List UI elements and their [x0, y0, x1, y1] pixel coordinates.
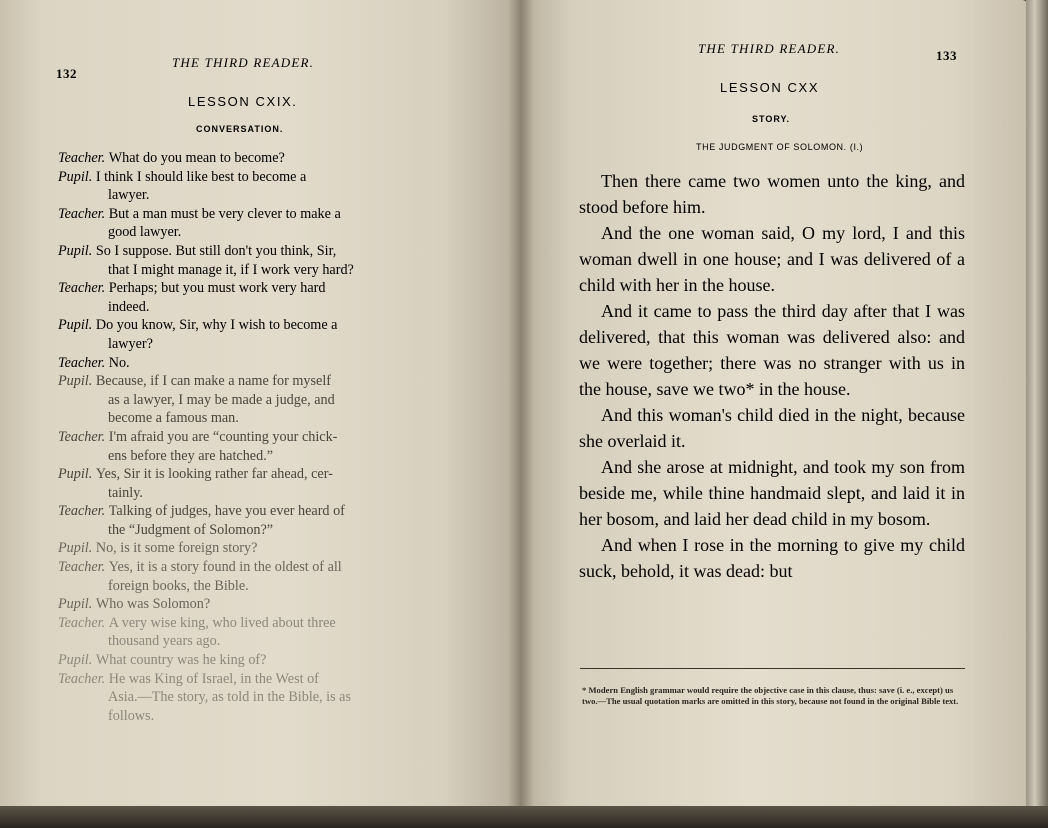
dialogue-line: good lawyer. [108, 224, 182, 241]
dialogue-line [58, 205, 452, 224]
dialogue-line [58, 428, 452, 447]
dialogue-line: thousand years ago. [108, 633, 221, 650]
dialogue-text: I think I should like best to become a [95, 168, 307, 185]
dialogue-text: What country was he king of? [95, 652, 267, 669]
book-cover-edge [0, 806, 1048, 828]
speaker-label: Teacher. [58, 205, 109, 222]
left-page-number: 132 [56, 66, 77, 81]
dialogue-turn [58, 372, 452, 428]
dialogue-text: But a man must be very clever to make a [108, 205, 341, 222]
dialogue-text: Who was Solomon? [95, 596, 211, 613]
story-text [579, 168, 965, 584]
right-running-head: THE THIRD READER. [698, 41, 841, 56]
dialogue-line [58, 502, 452, 521]
dialogue-line [58, 372, 452, 391]
dialogue-text: He was King of Israel, in the West of [108, 670, 319, 687]
dialogue-turn [58, 670, 452, 726]
story-paragraph: And the one woman said, O my lord, I and this woman dwell in one house; and I was delivered of a child with her in the house. [579, 223, 965, 295]
dialogue-turn [58, 595, 452, 614]
speaker-label: Pupil. [58, 466, 96, 483]
dialogue-turn [58, 316, 452, 353]
dialogue-line: indeed. [108, 298, 150, 315]
dialogue-line [58, 279, 452, 298]
dialogue-turn [58, 242, 452, 279]
dialogue-line [58, 242, 452, 261]
speaker-label: Pupil. [58, 540, 96, 557]
dialogue-line [58, 354, 452, 373]
dialogue-line: tainly. [108, 484, 143, 501]
left-section-heading: CONVERSATION. [196, 124, 284, 134]
dialogue-text: Yes, Sir it is looking rather far ahead, cer- [95, 466, 333, 483]
dialogue-turn [58, 428, 452, 465]
page-edges [1026, 0, 1048, 812]
dialogue-turn [58, 149, 452, 168]
dialogue-line: follows. [108, 707, 155, 724]
left-running-head: THE THIRD READER. [172, 55, 315, 70]
dialogue-line: ens before they are hatched.” [108, 447, 274, 464]
dialogue-text: Perhaps; but you must work very hard [108, 280, 326, 297]
speaker-label: Teacher. [58, 614, 109, 631]
speaker-label: Pupil. [58, 317, 96, 334]
right-page-number: 133 [936, 48, 957, 63]
speaker-label: Teacher. [58, 150, 109, 166]
dialogue-line [58, 614, 452, 633]
dialogue-line [58, 670, 452, 689]
dialogue-line: as a lawyer, I may be made a judge, and [108, 391, 335, 408]
speaker-label: Teacher. [58, 670, 109, 687]
dialogue-turn [58, 651, 452, 670]
dialogue-line [58, 149, 452, 168]
speaker-label: Pupil. [58, 242, 96, 259]
dialogue-line: foreign books, the Bible. [108, 577, 249, 594]
speaker-label: Pupil. [58, 596, 96, 613]
story-paragraph: And she arose at midnight, and took my son from beside me, while thine handmaid slept, and laid it in her bosom, and laid her dead child in my bosom. [579, 457, 965, 529]
dialogue-text: So I suppose. But still don't you think, Sir, [95, 242, 337, 259]
dialogue-line [58, 595, 452, 614]
speaker-label: Teacher. [58, 559, 109, 576]
dialogue-line: the “Judgment of Solomon?” [108, 521, 274, 538]
speaker-label: Teacher. [58, 280, 109, 297]
right-section-heading: STORY. [752, 114, 791, 124]
dialogue-line [58, 168, 452, 187]
story-paragraph: And it came to pass the third day after that I was delivered, that this woman was delivered also: and we were together; there was no stranger with us in the house, save we two* in the house. [579, 301, 965, 399]
dialogue-line [58, 465, 452, 484]
dialogue-line: lawyer. [108, 187, 150, 204]
dialogue-turn [58, 465, 452, 502]
dialogue-text: No, is it some foreign story? [95, 540, 258, 557]
speaker-label: Pupil. [58, 652, 96, 669]
story-paragraph: Then there came two women unto the king, and stood before him. [579, 171, 965, 217]
dialogue-text: A very wise king, who lived about three [108, 614, 336, 631]
right-lesson-title: LESSON CXX [720, 80, 820, 95]
speaker-label: Teacher. [58, 503, 109, 520]
dialogue-turn [58, 279, 452, 316]
dialogue-turn [58, 502, 452, 539]
dialogue-text: No. [108, 354, 130, 371]
footnote-rule [580, 668, 965, 669]
dialogue-line [58, 558, 452, 577]
left-lesson-title: LESSON CXIX. [188, 94, 298, 109]
dialogue-text: Talking of judges, have you ever heard of [108, 503, 345, 520]
story-paragraph: And when I rose in the morning to give my child suck, behold, it was dead: but [579, 535, 965, 581]
dialogue-line [58, 651, 452, 670]
dialogue-text: I'm afraid you are “counting your chick- [108, 428, 338, 445]
dialogue-turn [58, 168, 452, 205]
dialogue-line: lawyer? [108, 335, 153, 352]
dialogue-text: Yes, it is a story found in the oldest of all [108, 559, 342, 576]
dialogue-line [58, 316, 452, 335]
dialogue-turn [58, 614, 452, 651]
story-paragraph: And this woman's child died in the night, because she overlaid it. [579, 405, 965, 451]
dialogue-text: What do you mean to become? [108, 150, 285, 166]
dialogue-turn [58, 558, 452, 595]
dialogue-line [58, 539, 452, 558]
footnote: * Modern English grammar would require the objective case in this clause, thus: save (i. e., except) us two.—The usual quotation marks are omitted in this story, because not found in the original Bible text. [582, 685, 959, 706]
dialogue-turn [58, 205, 452, 242]
dialogue-line: Asia.—The story, as told in the Bible, is as [108, 689, 351, 706]
dialogue-turn [58, 354, 452, 373]
speaker-label: Pupil. [58, 373, 96, 390]
book-gutter [508, 0, 534, 812]
speaker-label: Teacher. [58, 354, 109, 371]
speaker-label: Teacher. [58, 428, 109, 445]
dialogue-turn [58, 539, 452, 558]
dialogue-text: Because, if I can make a name for myself [95, 373, 332, 390]
dialogue-text: Do you know, Sir, why I wish to become a [95, 317, 338, 334]
conversation-dialogue [58, 149, 452, 725]
dialogue-line: that I might manage it, if I work very hard? [108, 261, 354, 278]
story-title: THE JUDGMENT OF SOLOMON. (I.) [696, 142, 864, 152]
dialogue-line: become a famous man. [108, 410, 239, 427]
speaker-label: Pupil. [58, 168, 96, 185]
